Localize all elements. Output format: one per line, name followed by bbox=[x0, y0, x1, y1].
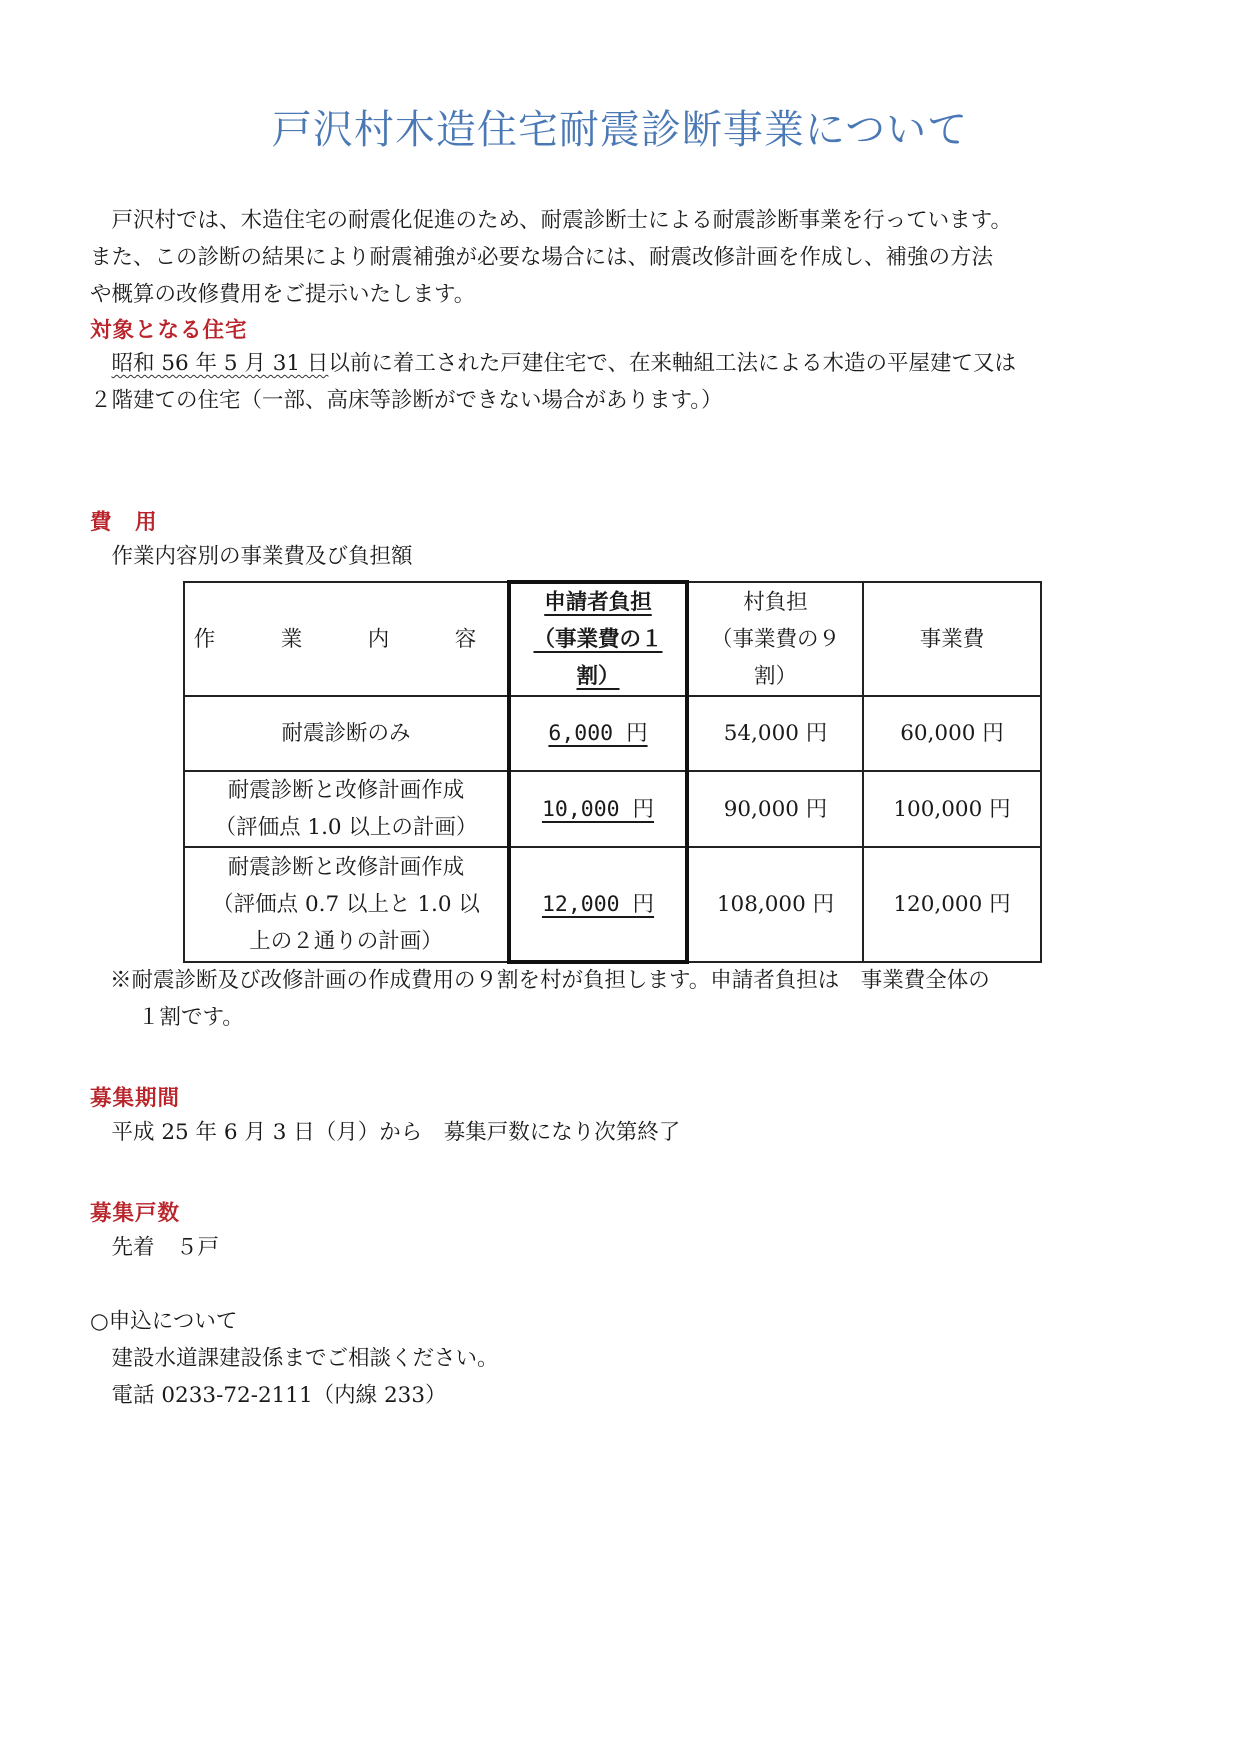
row-village: 108,000 円 bbox=[687, 847, 863, 962]
row-applicant: 12,000 円 bbox=[509, 847, 687, 962]
intro-line: また、この診断の結果により耐震補強が必要な場合には、耐震改修計画を作成し、補強の方法 bbox=[90, 245, 994, 270]
intro-line: や概算の改修費用をご提示いたします。 bbox=[90, 282, 476, 307]
target-section bbox=[90, 345, 1155, 419]
intro-paragraph bbox=[90, 202, 1155, 313]
row-work: 耐震診断のみ bbox=[184, 696, 509, 771]
header-work: 作 業 内 容 bbox=[184, 582, 509, 696]
row-village: 54,000 円 bbox=[687, 696, 863, 771]
row-work: 耐震診断と改修計画作成 （評価点 0.7 以上と 1.0 以 上の２通りの計画） bbox=[184, 847, 509, 962]
apply-contact: 建設水道課建設係までご相談ください。 bbox=[111, 1346, 499, 1371]
period-heading: 募集期間 bbox=[90, 1086, 181, 1111]
intro-line: 戸沢村では、木造住宅の耐震化促進のため、耐震診断士による耐震診断事業を行っています。 bbox=[111, 208, 1012, 233]
apply-heading: ○申込について bbox=[90, 1309, 238, 1334]
row-applicant: 6,000 円 bbox=[509, 696, 687, 771]
cost-caption: 作業内容別の事業費及び負担額 bbox=[111, 544, 413, 569]
page-title: 戸沢村木造住宅耐震診断事業について bbox=[271, 107, 969, 153]
table-row bbox=[184, 847, 1041, 962]
row-total: 120,000 円 bbox=[863, 847, 1041, 962]
header-village: 村負担 （事業費の９ 割） bbox=[687, 582, 863, 696]
apply-phone: 電話 0233-72-2111（内線 233） bbox=[111, 1383, 447, 1408]
table-header-row bbox=[184, 582, 1041, 696]
cost-table bbox=[183, 580, 1042, 964]
count-section: 先着 ５戸 bbox=[111, 1235, 220, 1260]
row-total: 60,000 円 bbox=[863, 696, 1041, 771]
cost-note: ※耐震診断及び改修計画の作成費用の９割を村が負担します。申請者負担は 事業費全体の １割です。 bbox=[110, 968, 990, 1030]
target-heading: 対象となる住宅 bbox=[90, 318, 248, 343]
table-row bbox=[184, 771, 1041, 847]
target-line: ２階建ての住宅（一部、高床等診断ができない場合があります。） bbox=[90, 388, 723, 413]
apply-section bbox=[90, 1303, 1155, 1414]
row-work: 耐震診断と改修計画作成 （評価点 1.0 以上の計画） bbox=[184, 771, 509, 847]
row-village: 90,000 円 bbox=[687, 771, 863, 847]
target-date: 昭和 56 年 5 月 31 日 bbox=[111, 351, 329, 376]
table-row bbox=[184, 696, 1041, 771]
row-total: 100,000 円 bbox=[863, 771, 1041, 847]
period-section: 平成 25 年 6 月 3 日（月）から 募集戸数になり次第終了 bbox=[111, 1120, 681, 1145]
header-applicant: 申請者負担 （事業費の１ 割） bbox=[509, 582, 687, 696]
target-line: 昭和 56 年 5 月 31 日以前に着工された戸建住宅で、在来軸組工法による木造の平屋建て又は bbox=[111, 351, 1016, 376]
count-heading: 募集戸数 bbox=[90, 1201, 181, 1226]
cost-heading: 費 用 bbox=[90, 510, 158, 535]
header-total: 事業費 bbox=[863, 582, 1041, 696]
row-applicant: 10,000 円 bbox=[509, 771, 687, 847]
